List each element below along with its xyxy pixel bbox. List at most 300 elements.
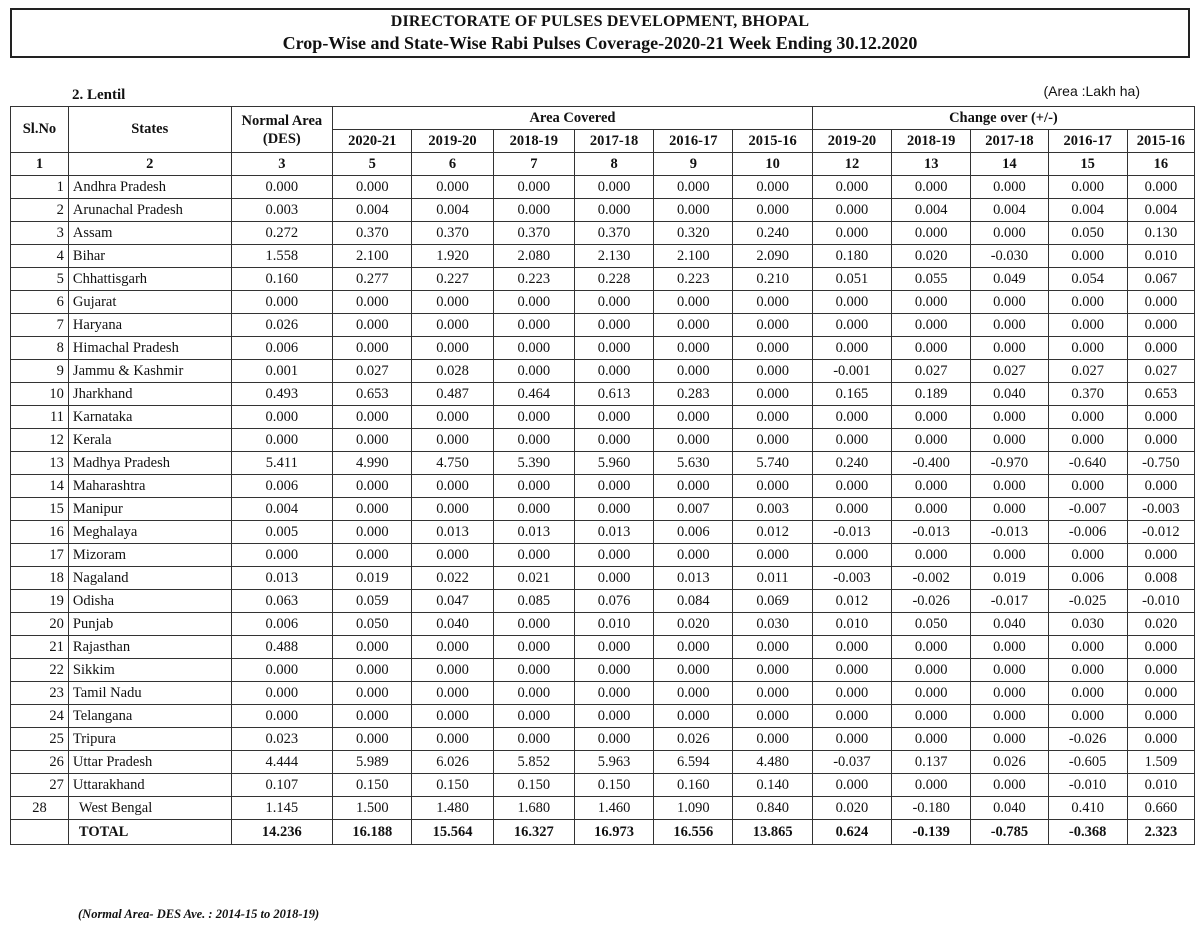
row-value: 0.004 — [1048, 199, 1127, 222]
row-value: 0.000 — [971, 705, 1048, 728]
row-value: 0.464 — [493, 383, 574, 406]
row-state: Punjab — [68, 613, 231, 636]
row-value: 5.960 — [574, 452, 653, 475]
row-value: 0.000 — [574, 360, 653, 383]
row-value: 0.000 — [574, 728, 653, 751]
row-value: -0.007 — [1048, 498, 1127, 521]
column-number: 13 — [892, 153, 971, 176]
column-number: 8 — [574, 153, 653, 176]
row-value: 0.000 — [412, 544, 493, 567]
row-value: 0.011 — [733, 567, 812, 590]
row-value: 0.000 — [493, 682, 574, 705]
row-value: 0.000 — [231, 705, 333, 728]
table-row — [11, 544, 1195, 567]
row-value: 0.000 — [493, 199, 574, 222]
row-value: 0.000 — [654, 337, 733, 360]
row-value: 0.006 — [231, 613, 333, 636]
row-value: 0.040 — [971, 383, 1048, 406]
row-value: 0.000 — [812, 222, 891, 245]
total-value: 16.188 — [333, 820, 412, 845]
row-slno: 11 — [11, 406, 69, 429]
row-value: 0.000 — [493, 659, 574, 682]
row-value: 0.000 — [231, 659, 333, 682]
row-value: -0.001 — [812, 360, 891, 383]
row-value: 1.480 — [412, 797, 493, 820]
table-row — [11, 590, 1195, 613]
row-value: 0.493 — [231, 383, 333, 406]
row-value: 0.000 — [1048, 659, 1127, 682]
row-value: 0.000 — [1048, 176, 1127, 199]
row-value: 0.000 — [654, 314, 733, 337]
row-state: Meghalaya — [68, 521, 231, 544]
row-value: 0.488 — [231, 636, 333, 659]
row-value: 0.000 — [574, 176, 653, 199]
table-body — [11, 176, 1195, 845]
row-value: 0.000 — [412, 636, 493, 659]
row-value: 0.000 — [1048, 245, 1127, 268]
row-value: 0.000 — [971, 314, 1048, 337]
row-value: 0.000 — [493, 498, 574, 521]
header-covered-year: 2018-19 — [493, 130, 574, 153]
column-number: 16 — [1127, 153, 1194, 176]
row-value: 5.390 — [493, 452, 574, 475]
row-slno: 15 — [11, 498, 69, 521]
row-value: 0.000 — [971, 222, 1048, 245]
row-slno: 19 — [11, 590, 69, 613]
row-value: 0.000 — [574, 475, 653, 498]
row-value: 0.000 — [971, 636, 1048, 659]
row-value: 0.000 — [971, 337, 1048, 360]
row-value: 0.010 — [1127, 245, 1194, 268]
row-slno: 5 — [11, 268, 69, 291]
row-value: 0.000 — [574, 406, 653, 429]
column-number-row — [11, 153, 1195, 176]
row-value: 0.000 — [654, 659, 733, 682]
row-value: 0.000 — [493, 544, 574, 567]
table-row — [11, 659, 1195, 682]
row-value: 0.000 — [733, 429, 812, 452]
row-value: 1.460 — [574, 797, 653, 820]
row-value: 0.189 — [892, 383, 971, 406]
row-value: 0.000 — [971, 498, 1048, 521]
row-value: 0.370 — [333, 222, 412, 245]
row-value: 0.000 — [412, 406, 493, 429]
row-value: 0.000 — [493, 475, 574, 498]
header-change-year: 2016-17 — [1048, 130, 1127, 153]
row-value: 0.000 — [412, 728, 493, 751]
report-title: Crop-Wise and State-Wise Rabi Pulses Coverage-2020-21 Week Ending 30.12.2020 — [282, 33, 918, 53]
row-value: 0.006 — [1048, 567, 1127, 590]
row-state: Kerala — [68, 429, 231, 452]
row-value: 0.000 — [231, 682, 333, 705]
row-state: West Bengal — [68, 797, 231, 820]
coverage-table — [10, 106, 1195, 845]
row-value: 0.000 — [333, 544, 412, 567]
row-value: 0.000 — [493, 291, 574, 314]
table-row — [11, 636, 1195, 659]
row-value: 1.920 — [412, 245, 493, 268]
row-value: 2.100 — [654, 245, 733, 268]
row-slno: 20 — [11, 613, 69, 636]
row-value: 0.000 — [654, 199, 733, 222]
row-value: 0.000 — [971, 429, 1048, 452]
row-value: -0.026 — [1048, 728, 1127, 751]
row-value: 0.370 — [493, 222, 574, 245]
row-value: 0.000 — [654, 406, 733, 429]
row-value: 0.000 — [812, 475, 891, 498]
row-value: 0.020 — [654, 613, 733, 636]
row-value: 0.027 — [1127, 360, 1194, 383]
row-value: 0.051 — [812, 268, 891, 291]
column-number: 15 — [1048, 153, 1127, 176]
row-slno: 17 — [11, 544, 69, 567]
row-value: -0.180 — [892, 797, 971, 820]
row-value: 0.000 — [971, 774, 1048, 797]
row-value: 0.137 — [892, 751, 971, 774]
header-change-year: 2018-19 — [892, 130, 971, 153]
table-row — [11, 613, 1195, 636]
row-value: -0.025 — [1048, 590, 1127, 613]
row-value: 0.000 — [333, 475, 412, 498]
row-value: 0.013 — [412, 521, 493, 544]
row-slno: 2 — [11, 199, 69, 222]
row-value: 0.047 — [412, 590, 493, 613]
row-value: 0.000 — [971, 544, 1048, 567]
row-value: 0.040 — [971, 613, 1048, 636]
header-covered-year: 2016-17 — [654, 130, 733, 153]
table-row — [11, 452, 1195, 475]
row-value: 0.223 — [493, 268, 574, 291]
row-value: 0.000 — [654, 291, 733, 314]
row-value: 4.750 — [412, 452, 493, 475]
row-value: 0.000 — [892, 498, 971, 521]
row-value: 0.000 — [892, 705, 971, 728]
row-value: 5.630 — [654, 452, 733, 475]
table-row — [11, 360, 1195, 383]
row-value: 5.852 — [493, 751, 574, 774]
row-value: 0.010 — [1127, 774, 1194, 797]
row-value: 0.019 — [971, 567, 1048, 590]
table-row — [11, 498, 1195, 521]
row-value: 0.027 — [892, 360, 971, 383]
row-value: 0.228 — [574, 268, 653, 291]
row-value: 1.680 — [493, 797, 574, 820]
table-row — [11, 176, 1195, 199]
row-value: 0.000 — [733, 705, 812, 728]
row-value: 0.000 — [892, 429, 971, 452]
row-value: 0.000 — [333, 291, 412, 314]
row-value: 0.000 — [1127, 314, 1194, 337]
row-value: 2.100 — [333, 245, 412, 268]
row-value: 0.023 — [231, 728, 333, 751]
total-value: 0.624 — [812, 820, 891, 845]
row-value: 0.613 — [574, 383, 653, 406]
row-value: 0.000 — [892, 337, 971, 360]
row-value: 0.000 — [733, 314, 812, 337]
row-value: 0.013 — [493, 521, 574, 544]
table-row — [11, 245, 1195, 268]
row-value: 0.067 — [1127, 268, 1194, 291]
row-value: 0.000 — [574, 705, 653, 728]
row-value: 0.000 — [892, 475, 971, 498]
row-value: 0.000 — [892, 291, 971, 314]
row-value: 0.020 — [812, 797, 891, 820]
total-value: 16.556 — [654, 820, 733, 845]
row-value: 0.140 — [733, 774, 812, 797]
header-covered-year: 2017-18 — [574, 130, 653, 153]
row-value: 4.990 — [333, 452, 412, 475]
row-value: 0.000 — [733, 291, 812, 314]
row-value: 0.084 — [654, 590, 733, 613]
row-slno: 13 — [11, 452, 69, 475]
total-value: -0.139 — [892, 820, 971, 845]
row-value: 0.000 — [1127, 659, 1194, 682]
table-row — [11, 567, 1195, 590]
row-value: 0.000 — [231, 406, 333, 429]
total-value: 14.236 — [231, 820, 333, 845]
row-slno: 1 — [11, 176, 69, 199]
row-value: 0.000 — [971, 176, 1048, 199]
row-state: Jharkhand — [68, 383, 231, 406]
row-value: 0.000 — [412, 682, 493, 705]
row-value: 0.030 — [733, 613, 812, 636]
row-value: 0.005 — [231, 521, 333, 544]
row-value: 0.006 — [231, 475, 333, 498]
row-value: 0.150 — [574, 774, 653, 797]
crop-label: 2. Lentil — [72, 87, 126, 103]
row-value: 0.000 — [971, 682, 1048, 705]
total-value: -0.368 — [1048, 820, 1127, 845]
row-value: 0.487 — [412, 383, 493, 406]
table-row — [11, 291, 1195, 314]
row-value: 0.030 — [1048, 613, 1127, 636]
row-value: 0.000 — [812, 659, 891, 682]
row-value: -0.002 — [892, 567, 971, 590]
row-value: 0.000 — [574, 429, 653, 452]
row-value: 0.180 — [812, 245, 891, 268]
row-value: 0.227 — [412, 268, 493, 291]
row-value: 0.000 — [412, 475, 493, 498]
row-value: 0.000 — [971, 728, 1048, 751]
row-value: 0.840 — [733, 797, 812, 820]
row-slno: 6 — [11, 291, 69, 314]
row-value: 0.010 — [574, 613, 653, 636]
row-value: 0.000 — [812, 498, 891, 521]
row-slno: 26 — [11, 751, 69, 774]
row-value: 0.000 — [812, 682, 891, 705]
row-value: -0.013 — [812, 521, 891, 544]
row-value: 0.000 — [574, 544, 653, 567]
row-value: 0.000 — [812, 636, 891, 659]
row-value: 0.150 — [412, 774, 493, 797]
row-value: -0.010 — [1048, 774, 1127, 797]
total-slno-empty — [11, 820, 69, 845]
row-value: 0.000 — [333, 659, 412, 682]
row-slno: 8 — [11, 337, 69, 360]
area-unit-label: (Area :Lakh ha) — [1043, 83, 1140, 99]
row-value: 0.010 — [812, 613, 891, 636]
row-value: 0.020 — [1127, 613, 1194, 636]
row-value: 0.000 — [574, 291, 653, 314]
row-value: 5.989 — [333, 751, 412, 774]
row-value: -0.640 — [1048, 452, 1127, 475]
row-value: -0.605 — [1048, 751, 1127, 774]
row-value: 0.004 — [971, 199, 1048, 222]
row-value: 0.000 — [333, 429, 412, 452]
row-value: 0.000 — [574, 498, 653, 521]
row-slno: 14 — [11, 475, 69, 498]
row-value: 0.000 — [733, 636, 812, 659]
row-value: 0.000 — [574, 567, 653, 590]
row-value: -0.400 — [892, 452, 971, 475]
row-value: 0.000 — [733, 475, 812, 498]
row-value: 0.012 — [812, 590, 891, 613]
row-state: Sikkim — [68, 659, 231, 682]
row-value: 0.076 — [574, 590, 653, 613]
row-value: 0.000 — [892, 314, 971, 337]
row-value: 0.000 — [1048, 475, 1127, 498]
row-value: 0.040 — [971, 797, 1048, 820]
row-value: 0.050 — [333, 613, 412, 636]
row-slno: 18 — [11, 567, 69, 590]
row-value: 0.320 — [654, 222, 733, 245]
table-row — [11, 222, 1195, 245]
table-row — [11, 751, 1195, 774]
row-value: -0.750 — [1127, 452, 1194, 475]
header-change-year: 2019-20 — [812, 130, 891, 153]
row-value: 4.480 — [733, 751, 812, 774]
row-value: 0.000 — [493, 728, 574, 751]
row-value: 0.000 — [733, 360, 812, 383]
row-value: 1.090 — [654, 797, 733, 820]
row-value: 0.130 — [1127, 222, 1194, 245]
row-slno: 25 — [11, 728, 69, 751]
header-change-over: Change over (+/-) — [812, 107, 1194, 130]
table-row — [11, 728, 1195, 751]
row-value: 0.000 — [812, 176, 891, 199]
row-value: 0.000 — [971, 406, 1048, 429]
row-value: -0.017 — [971, 590, 1048, 613]
row-value: 0.027 — [333, 360, 412, 383]
row-value: 0.000 — [1048, 682, 1127, 705]
row-value: -0.037 — [812, 751, 891, 774]
row-state: Assam — [68, 222, 231, 245]
row-value: 0.006 — [231, 337, 333, 360]
row-value: -0.013 — [971, 521, 1048, 544]
row-value: 0.000 — [733, 659, 812, 682]
row-value: 5.411 — [231, 452, 333, 475]
row-value: 6.594 — [654, 751, 733, 774]
table-row — [11, 774, 1195, 797]
row-state: Tripura — [68, 728, 231, 751]
row-value: 0.000 — [493, 429, 574, 452]
row-value: 0.107 — [231, 774, 333, 797]
row-value: 0.003 — [733, 498, 812, 521]
row-value: 0.000 — [733, 383, 812, 406]
row-value: 0.653 — [1127, 383, 1194, 406]
row-slno: 16 — [11, 521, 69, 544]
total-value: 16.327 — [493, 820, 574, 845]
row-value: 0.059 — [333, 590, 412, 613]
column-number: 12 — [812, 153, 891, 176]
row-value: 0.000 — [812, 199, 891, 222]
total-value: 13.865 — [733, 820, 812, 845]
row-state: Himachal Pradesh — [68, 337, 231, 360]
header-area-covered: Area Covered — [333, 107, 813, 130]
row-state: Chhattisgarh — [68, 268, 231, 291]
row-value: 0.000 — [1127, 406, 1194, 429]
row-value: -0.010 — [1127, 590, 1194, 613]
column-number: 9 — [654, 153, 733, 176]
row-value: 0.000 — [333, 705, 412, 728]
row-value: 0.000 — [412, 705, 493, 728]
row-value: -0.026 — [892, 590, 971, 613]
row-value: 0.000 — [812, 406, 891, 429]
row-value: 0.013 — [231, 567, 333, 590]
row-value: 0.004 — [231, 498, 333, 521]
row-value: 0.020 — [892, 245, 971, 268]
row-value: 0.000 — [574, 337, 653, 360]
row-value: 0.004 — [1127, 199, 1194, 222]
row-value: -0.003 — [1127, 498, 1194, 521]
row-state: Haryana — [68, 314, 231, 337]
row-value: 0.000 — [812, 429, 891, 452]
row-value: 0.000 — [412, 498, 493, 521]
row-slno: 21 — [11, 636, 69, 659]
row-slno: 4 — [11, 245, 69, 268]
row-value: 6.026 — [412, 751, 493, 774]
row-value: 0.000 — [412, 176, 493, 199]
row-value: 0.000 — [1048, 314, 1127, 337]
row-value: 0.027 — [971, 360, 1048, 383]
total-value: -0.785 — [971, 820, 1048, 845]
row-value: 0.000 — [1048, 636, 1127, 659]
row-value: -0.013 — [892, 521, 971, 544]
header-change-year: 2015-16 — [1127, 130, 1194, 153]
row-value: 0.000 — [333, 406, 412, 429]
row-value: 0.000 — [654, 475, 733, 498]
row-value: 0.000 — [493, 636, 574, 659]
row-value: 0.277 — [333, 268, 412, 291]
header-covered-year: 2015-16 — [733, 130, 812, 153]
row-value: 0.000 — [574, 682, 653, 705]
row-value: 0.000 — [812, 314, 891, 337]
row-value: 0.283 — [654, 383, 733, 406]
row-value: 0.000 — [412, 429, 493, 452]
row-value: 0.000 — [892, 176, 971, 199]
row-value: 0.063 — [231, 590, 333, 613]
row-value: 0.000 — [812, 774, 891, 797]
row-value: -0.006 — [1048, 521, 1127, 544]
row-value: 0.000 — [574, 636, 653, 659]
row-value: 0.160 — [654, 774, 733, 797]
row-value: 0.028 — [412, 360, 493, 383]
row-slno: 10 — [11, 383, 69, 406]
row-state: Jammu & Kashmir — [68, 360, 231, 383]
row-value: 0.000 — [654, 682, 733, 705]
row-value: 0.000 — [1127, 544, 1194, 567]
row-value: 0.000 — [892, 774, 971, 797]
row-value: 0.370 — [412, 222, 493, 245]
row-value: 0.008 — [1127, 567, 1194, 590]
row-value: 0.000 — [1127, 728, 1194, 751]
org-title: DIRECTORATE OF PULSES DEVELOPMENT, BHOPAL — [390, 13, 810, 30]
row-value: 0.000 — [1048, 544, 1127, 567]
row-slno: 12 — [11, 429, 69, 452]
row-slno: 24 — [11, 705, 69, 728]
row-value: 0.223 — [654, 268, 733, 291]
row-value: 0.000 — [493, 176, 574, 199]
